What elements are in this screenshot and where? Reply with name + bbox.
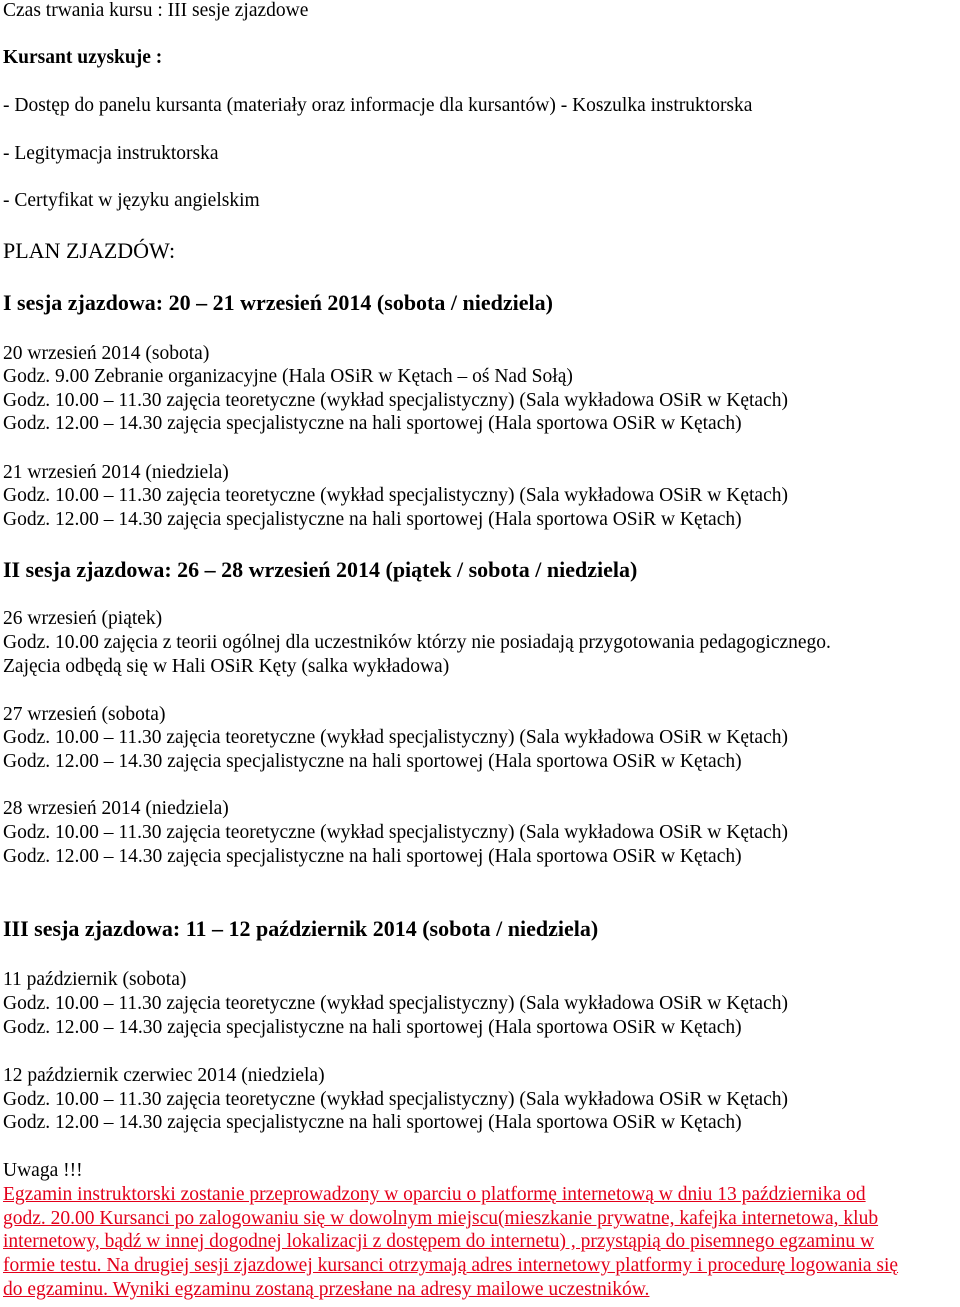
schedule-line: Godz. 10.00 – 11.30 zajęcia teoretyczne (wykład specjalistyczny) (Sala wykładowa OSiR w Kętach) xyxy=(3,390,788,411)
day-date: 20 wrzesień 2014 (sobota) xyxy=(3,343,210,364)
schedule-line: Godz. 10.00 – 11.30 zajęcia teoretyczne (wykład specjalistyczny) (Sala wykładowa OSiR w Kętach) xyxy=(3,822,788,843)
notice-title: Uwaga !!! xyxy=(3,1160,83,1181)
day-date: 11 październik (sobota) xyxy=(3,969,187,990)
benefits-title: Kursant uzyskuje : xyxy=(3,47,163,68)
notice-line: Egzamin instruktorski zostanie przeprowadzony w oparciu o platformę internetową w dniu 13 października od xyxy=(3,1184,866,1205)
schedule-line: Godz. 12.00 – 14.30 zajęcia specjalistyczne na hali sportowej (Hala sportowa OSiR w Kętach) xyxy=(3,1112,742,1133)
plan-title: PLAN ZJAZDÓW: xyxy=(3,238,176,263)
schedule-line: Godz. 12.00 – 14.30 zajęcia specjalistyczne na hali sportowej (Hala sportowa OSiR w Kętach) xyxy=(3,846,742,867)
schedule-line: Godz. 12.00 – 14.30 zajęcia specjalistyczne na hali sportowej (Hala sportowa OSiR w Kętach) xyxy=(3,1017,742,1038)
notice-line: formie testu. Na drugiej sesji zjazdowej kursanci otrzymają adres internetowy platformy i procedurę logowania się xyxy=(3,1255,899,1276)
session-title: I sesja zjazdowa: 20 – 21 wrzesień 2014 (sobota / niedziela) xyxy=(3,290,553,315)
notice-line: do egzaminu. Wyniki egzaminu zostaną przesłane na adresy mailowe uczestników. xyxy=(3,1279,650,1300)
schedule-line: Godz. 10.00 – 11.30 zajęcia teoretyczne (wykład specjalistyczny) (Sala wykładowa OSiR w Kętach) xyxy=(3,993,788,1014)
schedule-line: Godz. 10.00 zajęcia z teorii ogólnej dla uczestników którzy nie posiadają przygotowania pedagogicznego. xyxy=(3,632,831,653)
benefit-item: - Legitymacja instruktorska xyxy=(3,143,219,164)
schedule-line: Godz. 12.00 – 14.30 zajęcia specjalistyczne na hali sportowej (Hala sportowa OSiR w Kętach) xyxy=(3,413,742,434)
schedule-line: Godz. 10.00 – 11.30 zajęcia teoretyczne (wykład specjalistyczny) (Sala wykładowa OSiR w Kętach) xyxy=(3,485,788,506)
day-date: 28 wrzesień 2014 (niedziela) xyxy=(3,798,229,819)
day-date: 27 wrzesień (sobota) xyxy=(3,704,166,725)
session-title: III sesja zjazdowa: 11 – 12 październik 2014 (sobota / niedziela) xyxy=(3,916,599,941)
schedule-line: Godz. 9.00 Zebranie organizacyjne (Hala OSiR w Kętach – oś Nad Sołą) xyxy=(3,366,573,387)
notice-line: internetowy, bądź w innej dogodnej lokalizacji z dostępem do internetu) , przystąpią do pisemnego egzaminu w xyxy=(3,1231,875,1252)
schedule-line: Godz. 10.00 – 11.30 zajęcia teoretyczne (wykład specjalistyczny) (Sala wykładowa OSiR w Kętach) xyxy=(3,727,788,748)
session-title: II sesja zjazdowa: 26 – 28 wrzesień 2014 (piątek / sobota / niedziela) xyxy=(3,557,638,582)
benefit-item: - Certyfikat w języku angielskim xyxy=(3,190,260,211)
day-date: 12 październik czerwiec 2014 (niedziela) xyxy=(3,1065,325,1086)
benefit-item: - Dostęp do panelu kursanta (materiały oraz informacje dla kursantów) - Koszulka instruktorska xyxy=(3,95,753,116)
course-duration: Czas trwania kursu : III sesje zjazdowe xyxy=(3,0,309,21)
day-date: 26 wrzesień (piątek) xyxy=(3,608,163,629)
day-date: 21 wrzesień 2014 (niedziela) xyxy=(3,462,229,483)
schedule-line: Godz. 10.00 – 11.30 zajęcia teoretyczne (wykład specjalistyczny) (Sala wykładowa OSiR w Kętach) xyxy=(3,1089,788,1110)
schedule-line: Godz. 12.00 – 14.30 zajęcia specjalistyczne na hali sportowej (Hala sportowa OSiR w Kętach) xyxy=(3,509,742,530)
schedule-line: Zajęcia odbędą się w Hali OSiR Kęty (salka wykładowa) xyxy=(3,656,450,677)
schedule-line: Godz. 12.00 – 14.30 zajęcia specjalistyczne na hali sportowej (Hala sportowa OSiR w Kętach) xyxy=(3,751,742,772)
notice-line: godz. 20.00 Kursanci po zalogowaniu się w dowolnym miejscu(mieszkanie prywatne, kafejka internetowa, klub xyxy=(3,1208,879,1229)
